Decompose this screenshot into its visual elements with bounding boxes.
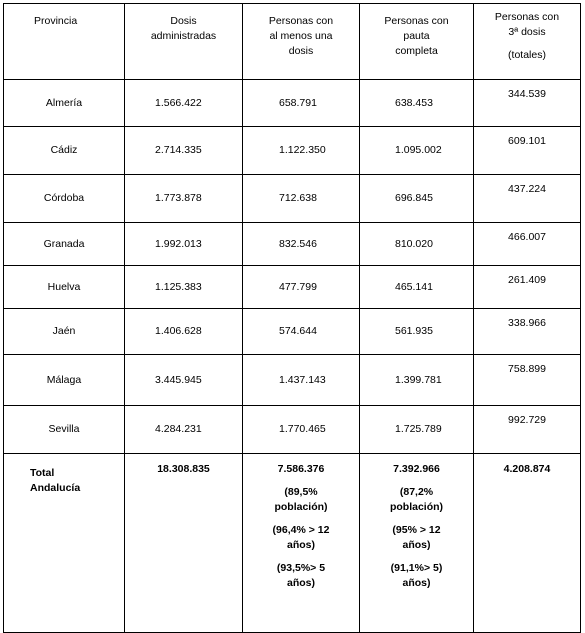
total-dosis: 18.308.835 (125, 454, 243, 633)
cell-al-menos-una: 1.437.143 (243, 355, 360, 406)
header-c5-line3: (totales) (508, 49, 546, 61)
total-c4-pct-poblacion-l2: población) (389, 501, 444, 513)
cell-provincia: Granada (4, 223, 125, 266)
table-row (4, 355, 581, 406)
cell-dosis: 1.125.383 (125, 266, 243, 309)
header-pauta-completa (360, 4, 474, 80)
cell-al-menos-una: 1.770.465 (243, 406, 360, 454)
total-c4-pct-12-l1: (95% > 12 (392, 524, 441, 536)
total-label (4, 454, 125, 633)
total-al-menos-una-value: 7.586.376 (277, 463, 325, 475)
cell-tercera-dosis: 609.101 (474, 127, 581, 175)
total-c4-pct-poblacion-l1: (87,2% (399, 486, 434, 498)
header-c5-line2: 3ª dosis (508, 26, 546, 38)
total-c3-pct-5-l2: años) (286, 577, 315, 589)
header-dosis-administradas (125, 4, 243, 80)
header-c4-line3: completa (395, 45, 438, 57)
cell-tercera-dosis: 437.224 (474, 175, 581, 223)
cell-tercera-dosis: 758.899 (474, 355, 581, 406)
total-pauta-completa (360, 454, 474, 633)
header-row (4, 4, 581, 80)
cell-tercera-dosis: 992.729 (474, 406, 581, 454)
header-c4-line1: Personas con (384, 15, 449, 27)
total-c3-pct-poblacion-l1: (89,5% (284, 486, 318, 498)
cell-pauta-completa: 810.020 (360, 223, 474, 266)
cell-dosis: 1.406.628 (125, 309, 243, 355)
cell-tercera-dosis: 344.539 (474, 80, 581, 127)
table-row (4, 406, 581, 454)
cell-pauta-completa: 465.141 (360, 266, 474, 309)
cell-al-menos-una: 712.638 (243, 175, 360, 223)
total-tercera: 4.208.874 (474, 454, 581, 633)
table-row (4, 309, 581, 355)
cell-al-menos-una: 1.122.350 (243, 127, 360, 175)
cell-provincia: Málaga (4, 355, 125, 406)
cell-dosis: 1.992.013 (125, 223, 243, 266)
header-c3-line2: al menos una (269, 30, 333, 42)
total-row (4, 454, 581, 633)
cell-al-menos-una: 832.546 (243, 223, 360, 266)
cell-pauta-completa: 561.935 (360, 309, 474, 355)
table-row (4, 223, 581, 266)
total-label-line1: Total (30, 467, 55, 479)
cell-pauta-completa: 1.725.789 (360, 406, 474, 454)
header-provincia: Provincia (4, 4, 125, 80)
cell-pauta-completa: 1.095.002 (360, 127, 474, 175)
cell-provincia: Jaén (4, 309, 125, 355)
cell-tercera-dosis: 338.966 (474, 309, 581, 355)
cell-dosis: 1.773.878 (125, 175, 243, 223)
cell-pauta-completa: 1.399.781 (360, 355, 474, 406)
total-c4-pct-12-l2: años) (402, 539, 431, 551)
cell-provincia: Huelva (4, 266, 125, 309)
header-c4-line2: pauta (403, 30, 430, 42)
cell-provincia: Almería (4, 80, 125, 127)
total-c3-pct-poblacion-l2: población) (274, 501, 328, 513)
cell-al-menos-una: 658.791 (243, 80, 360, 127)
header-tercera-dosis (474, 4, 581, 80)
table-row (4, 127, 581, 175)
cell-dosis: 4.284.231 (125, 406, 243, 454)
cell-provincia: Cádiz (4, 127, 125, 175)
table-row (4, 175, 581, 223)
header-al-menos-una-dosis (243, 4, 360, 80)
table-row (4, 80, 581, 127)
total-c3-pct-12-l1: (96,4% > 12 (272, 524, 330, 536)
cell-dosis: 1.566.422 (125, 80, 243, 127)
cell-dosis: 3.445.945 (125, 355, 243, 406)
total-c3-pct-5-l1: (93,5%> 5 (276, 562, 326, 574)
header-c5-line1: Personas con (494, 11, 560, 23)
cell-provincia: Sevilla (4, 406, 125, 454)
header-c3-line3: dosis (288, 45, 314, 57)
cell-pauta-completa: 696.845 (360, 175, 474, 223)
cell-provincia: Córdoba (4, 175, 125, 223)
header-c2-line1: Dosis (170, 15, 197, 27)
table-row (4, 266, 581, 309)
cell-dosis: 2.714.335 (125, 127, 243, 175)
total-c4-pct-5-l2: años) (402, 577, 431, 589)
cell-tercera-dosis: 261.409 (474, 266, 581, 309)
header-c2-line2: administradas (150, 30, 217, 42)
vaccination-table (3, 3, 581, 633)
total-c3-pct-12-l2: años) (286, 539, 315, 551)
total-pauta-value: 7.392.966 (393, 463, 440, 475)
cell-pauta-completa: 638.453 (360, 80, 474, 127)
total-al-menos-una (243, 454, 360, 633)
total-label-line2: Andalucía (30, 482, 81, 494)
total-c4-pct-5-l1: (91,1%> 5) (390, 562, 443, 574)
cell-tercera-dosis: 466.007 (474, 223, 581, 266)
header-c3-line1: Personas con (268, 15, 334, 27)
cell-al-menos-una: 477.799 (243, 266, 360, 309)
cell-al-menos-una: 574.644 (243, 309, 360, 355)
